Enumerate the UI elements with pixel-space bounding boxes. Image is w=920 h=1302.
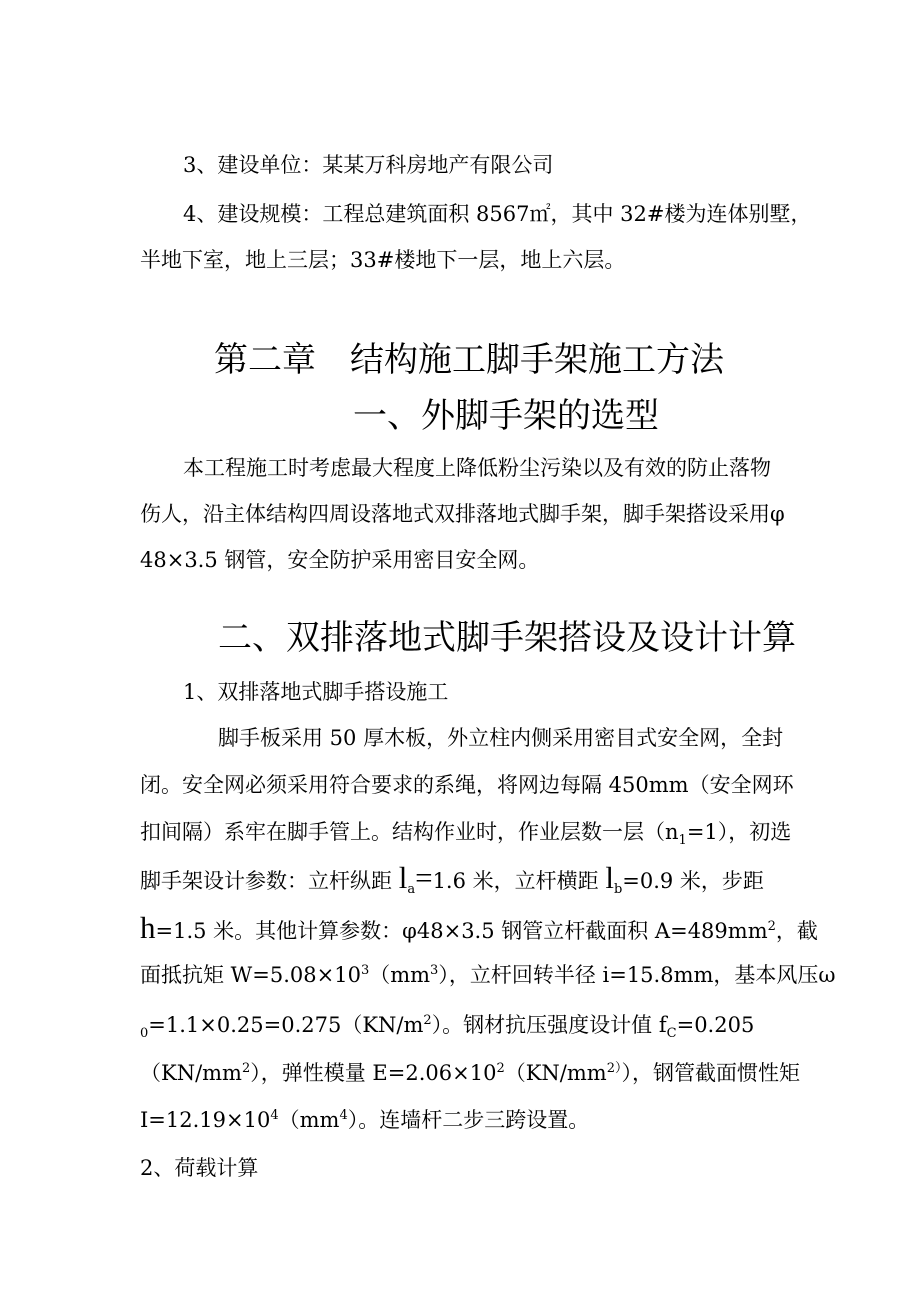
paragraph-line: 闭。安全网必须采用符合要求的系绳，将网边每隔 450mm（安全网环 <box>140 773 794 797</box>
paragraph-line <box>140 1105 589 1135</box>
text-run: ，截 <box>775 919 818 943</box>
superscript: 4 <box>339 1108 348 1123</box>
text-run: =1），初选 <box>686 820 792 844</box>
construction-scale-line-2: 半地下室，地上三层；33#楼地下一层，地上六层。 <box>140 248 626 272</box>
construction-unit-line: 3、建设单位：某某万科房地产有限公司 <box>183 153 554 177</box>
superscript: 2 <box>241 1061 251 1076</box>
section-1-text-line: 48×3.5 钢管，安全防护采用密目安全网。 <box>140 548 540 572</box>
subscript: 1 <box>678 833 687 849</box>
text-run: 1.6 米，立杆横距 <box>432 869 606 893</box>
paragraph-line <box>140 1058 800 1088</box>
superscript: 2 <box>496 1061 505 1076</box>
superscript: 3 <box>430 963 439 978</box>
subscript: b <box>613 882 623 898</box>
lb-symbol: l <box>605 860 614 895</box>
chapter-title: 第二章 结构施工脚手架施工方法 <box>214 340 724 380</box>
text-run: （mm <box>278 1108 340 1132</box>
section-2-title: 二、双排落地式脚手架搭设及设计计算 <box>218 618 796 658</box>
paragraph-line <box>140 960 836 990</box>
text-run: ），立杆回转半径 i=15.8mm，基本风压ω <box>438 963 836 987</box>
text-run: =0.205 <box>676 1013 755 1037</box>
paragraph-line <box>140 860 764 898</box>
text-run: 扣间隔）系牢在脚手管上。结构作业时，作业层数一层（n <box>140 820 679 844</box>
paragraph-line <box>140 910 818 946</box>
subsection-2-title: 2、荷载计算 <box>140 1156 259 1180</box>
la-symbol: l <box>398 860 408 895</box>
paragraph-line <box>140 1010 754 1040</box>
text-run: （mm <box>369 963 431 987</box>
text-run: ）。钢材抗压强度设计值 f <box>431 1013 667 1037</box>
equals-symbol: = <box>415 860 433 895</box>
section-1-text-line: 本工程施工时考虑最大程度上降低粉尘污染以及有效的防止落物 <box>183 456 771 480</box>
superscript: 2） <box>606 1061 622 1076</box>
superscript: 3 <box>360 963 370 978</box>
subscript: a <box>407 882 416 898</box>
subscript: 0 <box>140 1026 149 1042</box>
construction-scale-line: 4、建设规模：工程总建筑面积 8567㎡，其中 32#楼为连体别墅， <box>183 202 812 226</box>
subsection-1-title: 1、双排落地式脚手搭设施工 <box>183 680 449 704</box>
text-run: ），钢管截面惯性矩 <box>621 1061 800 1085</box>
text-run: （KN/mm <box>140 1061 242 1085</box>
text-run: ），弹性模量 E=2.06×10 <box>250 1061 497 1085</box>
paragraph-line: 脚手板采用 50 厚木板，外立柱内侧采用密目式安全网，全封 <box>218 726 784 750</box>
text-run: 脚手架设计参数：立杆纵距 <box>140 869 399 893</box>
text-run: =1.1×0.25=0.275（KN/m <box>148 1013 424 1037</box>
section-1-text-line: 伤人，沿主体结构四周设落地式双排落地式脚手架，脚手架搭设采用φ <box>140 502 785 526</box>
h-symbol: h <box>140 910 156 945</box>
superscript: 2 <box>767 919 776 934</box>
section-1-title: 一、外脚手架的选型 <box>353 396 659 436</box>
text-run: =0.9 米，步距 <box>622 869 764 893</box>
subscript: C <box>666 1026 677 1042</box>
superscript: 4 <box>270 1108 279 1123</box>
paragraph-line <box>140 817 791 847</box>
text-run: ）。连墙杆二步三跨设置。 <box>347 1108 590 1132</box>
text-run: =1.5 米。其他计算参数：φ48×3.5 钢管立杆截面积 A=489mm <box>155 919 768 943</box>
text-run: 面抵抗矩 W=5.08×10 <box>140 963 361 987</box>
superscript: 2 <box>423 1013 432 1028</box>
text-run: （KN/mm <box>504 1061 607 1085</box>
text-run: I=12.19×10 <box>140 1108 271 1132</box>
